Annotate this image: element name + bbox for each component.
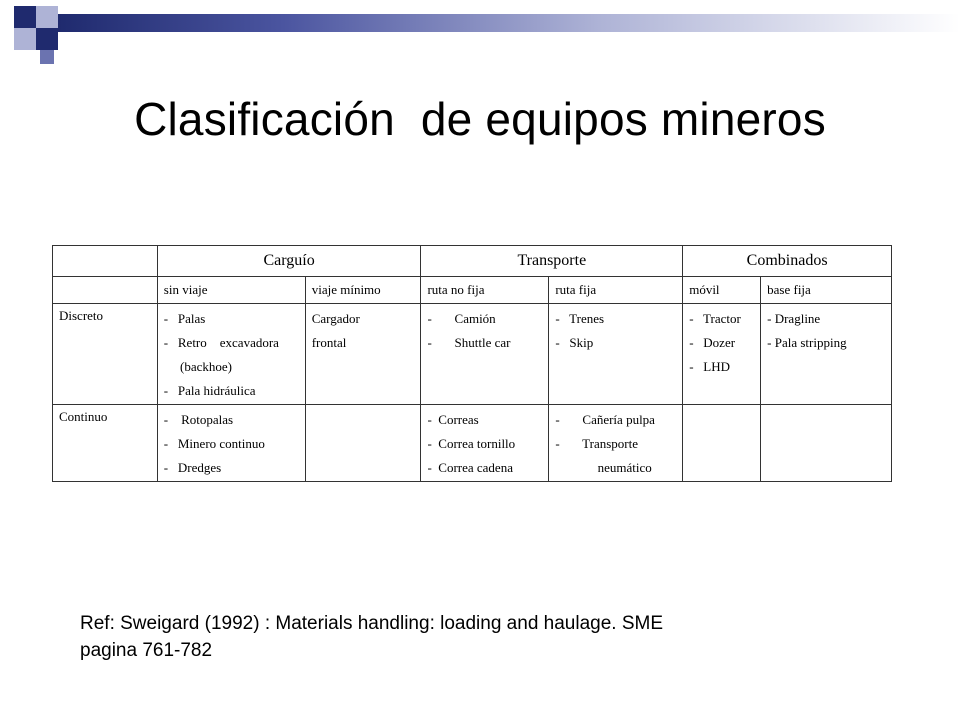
reference-text (80, 610, 880, 664)
cell-item-list (427, 409, 542, 481)
table-cell (157, 304, 305, 405)
group-header-transporte: Transporte (421, 246, 683, 277)
cell-item: - LHD (689, 359, 730, 374)
cell-item: frontal (311, 335, 347, 350)
cell-item: - Dragline (767, 311, 821, 326)
cell-item: - Skip (555, 335, 594, 350)
cell-item-list (427, 308, 542, 356)
subheader-sin-viaje: sin viaje (157, 277, 305, 304)
cell-item: - Camión (427, 311, 496, 326)
row-label: Discreto (53, 304, 158, 405)
table-cell (421, 304, 549, 405)
cell-item-list (312, 308, 415, 356)
table-row (53, 405, 892, 482)
table-cell (421, 405, 549, 482)
table-cell (549, 304, 683, 405)
cell-item: - Correa tornillo (427, 436, 516, 451)
table-cell (549, 405, 683, 482)
table-cell (305, 405, 421, 482)
table-cell (683, 405, 761, 482)
table-cell (305, 304, 421, 405)
subheader-base-fija: base fija (761, 277, 892, 304)
classification-table (52, 245, 892, 479)
subheader-ruta-no-fija: ruta no fija (421, 277, 549, 304)
decor-square-mid (40, 50, 54, 64)
table-row (53, 304, 892, 405)
reference-line-1: Ref: Sweigard (1992) : Materials handling: loading and haulage. SME (80, 613, 664, 634)
cell-item: neumático (555, 460, 652, 475)
cell-item: - Rotopalas (163, 412, 234, 427)
row-label: Continuo (53, 405, 158, 482)
cell-item: - Trenes (555, 311, 605, 326)
subheader-movil: móvil (683, 277, 761, 304)
slide-title: Clasificación de equipos mineros (134, 93, 826, 145)
cell-item: - Retro excavadora (163, 335, 279, 350)
table-group-header-row (53, 246, 892, 277)
cell-item: - Minero continuo (163, 436, 265, 451)
group-header-carguio: Carguío (157, 246, 421, 277)
cell-item: - Shuttle car (427, 335, 511, 350)
cell-item: - Dredges (163, 460, 222, 475)
table-cell (157, 405, 305, 482)
decor-square-navy (14, 6, 36, 28)
reference-line-2: pagina 761-782 (80, 640, 213, 661)
cell-item-list (555, 308, 676, 356)
cell-item-list (767, 308, 885, 356)
empty-subheader-cell (53, 277, 158, 304)
cell-item: - Pala hidráulica (163, 383, 256, 398)
cell-item: - Dozer (689, 335, 736, 350)
cell-item-list (555, 409, 676, 481)
decor-square-navy-2 (36, 28, 58, 50)
table-cell (683, 304, 761, 405)
cell-item-list (689, 308, 754, 380)
decor-square-light-2 (14, 28, 36, 50)
cell-item-list (164, 409, 299, 481)
cell-item: - Transporte (555, 436, 639, 451)
subheader-viaje-minimo: viaje mínimo (305, 277, 421, 304)
table-cell (761, 405, 892, 482)
cell-item: Cargador (311, 311, 360, 326)
group-header-combinados: Combinados (683, 246, 892, 277)
subheader-ruta-fija: ruta fija (549, 277, 683, 304)
cell-item: (backhoe) (163, 359, 233, 374)
cell-item: - Correa cadena (427, 460, 513, 475)
cell-item: - Pala stripping (767, 335, 847, 350)
empty-corner-cell (53, 246, 158, 277)
cell-item: - Tractor (689, 311, 741, 326)
equipment-table (52, 245, 892, 482)
cell-item: - Cañería pulpa (555, 412, 655, 427)
cell-item: - Correas (427, 412, 479, 427)
table-subheader-row (53, 277, 892, 304)
decor-square-light (36, 6, 58, 28)
cell-item: - Palas (163, 311, 206, 326)
cell-item-list (164, 308, 299, 404)
table-cell (761, 304, 892, 405)
title-gradient-bar (58, 14, 960, 32)
